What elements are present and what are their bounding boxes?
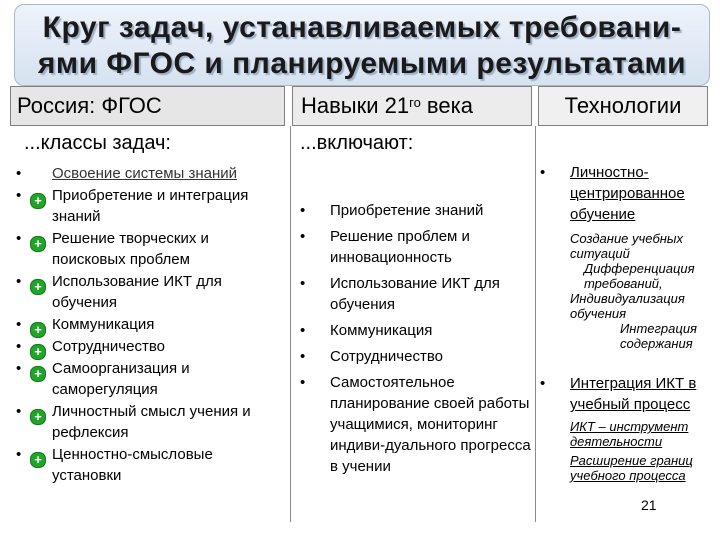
bullet-icon: • xyxy=(300,322,306,339)
bullet-icon: • xyxy=(16,165,22,182)
bullet-icon: • xyxy=(300,202,306,219)
bullet-icon: • xyxy=(300,374,306,391)
bullet-icon: • xyxy=(16,187,22,204)
list-item-text: Коммуникация xyxy=(52,316,155,333)
column-divider-left xyxy=(290,126,291,522)
list-item-text: Освоение системы знаний xyxy=(52,165,238,182)
slide-title-line-1: Круг задач, устанавливаемых требовани- xyxy=(42,11,682,44)
list-item-text: Самостоятельное планирование своей работы учащимися, мониторинг индиви-дуального прогресса в учении xyxy=(330,374,531,475)
list-item xyxy=(16,271,286,313)
page-number: 21 xyxy=(641,497,657,513)
list-item xyxy=(300,200,535,221)
list-item-text: Личностный смысл учения и рефлексия xyxy=(52,403,251,441)
tech-detail: ИКТ – инструмент деятельности xyxy=(570,419,689,449)
list-item-text: Решение творческих и поисковых проблем xyxy=(52,230,209,268)
list-item xyxy=(300,372,535,477)
header-russia-fgos: Россия: ФГОС xyxy=(10,86,285,126)
list-item-text: Решение проблем и инновационность xyxy=(330,228,470,266)
list-item-text: Приобретение и интеграция знаний xyxy=(52,187,249,225)
subheader-includes: ...включают: xyxy=(300,132,414,154)
plus-icon: + xyxy=(30,409,46,425)
list-item-text: Сотрудничество xyxy=(330,348,443,365)
bullet-icon: • xyxy=(16,403,22,420)
bullet-icon: • xyxy=(540,375,546,392)
bullet-icon: • xyxy=(16,230,22,247)
bullet-icon: • xyxy=(16,316,22,333)
tech-item-personal-learning: Личностно-центрированное обучение xyxy=(570,164,685,223)
list-item xyxy=(300,273,535,315)
list-item xyxy=(16,444,286,486)
bullet-icon: • xyxy=(300,275,306,292)
list-item xyxy=(536,162,716,351)
plus-icon: + xyxy=(30,452,46,468)
list-item xyxy=(300,320,535,341)
slide-title-line-2: ями ФГОС и планируемыми результатами xyxy=(37,47,687,80)
header-technologies: Технологии xyxy=(538,86,708,126)
bullet-icon: • xyxy=(16,273,22,290)
list-item xyxy=(16,185,286,227)
bullet-icon: • xyxy=(16,338,22,355)
header-skills-superscript: го xyxy=(409,95,421,110)
tech-detail: Интеграция содержания xyxy=(620,321,697,351)
plus-icon: + xyxy=(30,193,46,209)
plus-icon: + xyxy=(30,279,46,295)
header-skills-tail: века xyxy=(420,93,473,118)
slide-title-banner xyxy=(14,4,710,86)
technologies-list xyxy=(536,162,716,483)
list-item-text: Использование ИКТ для обучения xyxy=(52,273,222,311)
list-item xyxy=(16,163,286,184)
subheader-task-classes: ...классы задач: xyxy=(24,132,171,154)
plus-icon: + xyxy=(30,366,46,382)
list-item-text: Приобретение знаний xyxy=(330,202,484,219)
plus-icon: + xyxy=(30,236,46,252)
bullet-icon: • xyxy=(16,446,22,463)
tech-item-ict-integration: Интеграция ИКТ в учебный процесс xyxy=(570,375,697,413)
list-item-text: Самоорганизация и саморегуляция xyxy=(52,360,190,398)
list-item-text: Использование ИКТ для обучения xyxy=(330,275,500,313)
header-21st-century-skills xyxy=(292,86,532,126)
plus-icon: + xyxy=(30,322,46,338)
bullet-icon: • xyxy=(540,164,546,181)
list-item xyxy=(300,346,535,367)
list-item-text: Коммуникация xyxy=(330,322,433,339)
skills-list xyxy=(300,200,535,482)
list-item xyxy=(16,401,286,443)
header-skills-text: Навыки 21 xyxy=(301,93,410,118)
bullet-icon: • xyxy=(300,228,306,245)
bullet-icon: • xyxy=(300,348,306,365)
bullet-icon: • xyxy=(16,360,22,377)
list-item xyxy=(16,358,286,400)
tech-detail: Создание учебных ситуаций xyxy=(570,231,684,261)
list-item-text: Ценностно-смысловые установки xyxy=(52,446,213,484)
tech-detail: Расширение границ учебного процесса xyxy=(570,453,693,483)
list-item-text: Сотрудничество xyxy=(52,338,165,355)
list-item xyxy=(536,373,716,483)
list-item xyxy=(16,228,286,270)
list-item xyxy=(300,226,535,268)
fgos-task-list xyxy=(16,163,286,487)
plus-icon: + xyxy=(30,344,46,360)
list-item xyxy=(16,314,286,335)
tech-detail: Индивидуализация обучения xyxy=(570,291,685,321)
list-item xyxy=(16,336,286,357)
tech-detail: Дифференциация требований, xyxy=(584,261,695,291)
